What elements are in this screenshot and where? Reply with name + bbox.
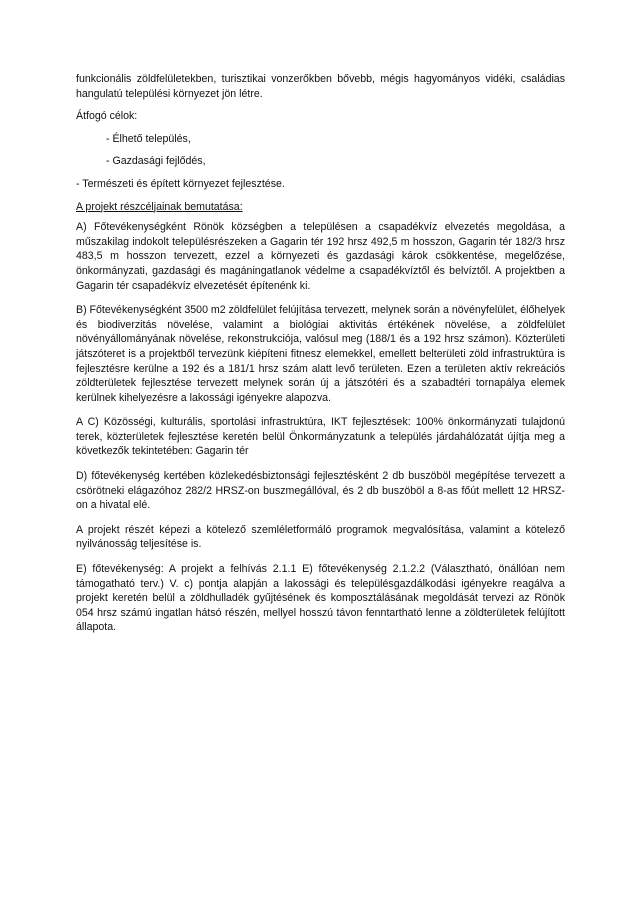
goals-label: Átfogó célok: xyxy=(76,110,138,123)
list-item: - Élhető település, xyxy=(106,132,191,145)
paragraph-a: A) Főtevékenységként Rönök községben a településen a csapadékvíz elvezetés megoldása, a műszakilag indokolt településrészeken a Gagarin tér 192 hrsz 492,5 m hosszon, Gagarin tér 182/3 hrsz 483,5 m hosszon tervezett, ezzel a környezeti és gazdasági károk csökkentése, megelőzése, önkormányzati, gazdasági és magáningatlanok védelme a csapadékvíztől és belvíztől. A projektben a Gagarin tér csapadékvíz elvezetését építenénk ki. xyxy=(76,221,565,292)
paragraph-d: D) főtevékenység kertében közlekedésbiztonsági fejlesztésként 2 db buszöböl megépítése tervezett a csörötneki elágazóhoz 282/2 HRSZ-on buszmegállóval, és 2 db buszöböl a 8-as főút mellett 12 HRSZ-on a hivatal elé. xyxy=(76,470,565,512)
goals-list xyxy=(76,132,565,169)
paragraph-awareness: A projekt részét képezi a kötelező szemléletformáló programok megvalósítása, valamint a kötelező nyilvánosság teljesítése is. xyxy=(76,523,565,551)
document-page xyxy=(76,72,565,645)
section-heading: A projekt részcéljainak bemutatása: xyxy=(76,200,243,213)
paragraph-c: A C) Közösségi, kulturális, sportolási infrastruktúra, IKT fejlesztések: 100% önkormányzati tulajdonú terek, közterületek fejlesztése keretén belül Önkormányzatunk a település járdahálózatát újítja meg a következők tekintetében: Gagarin tér xyxy=(76,416,565,458)
list-item: - Gazdasági fejlődés, xyxy=(106,155,206,168)
goal-environment: - Természeti és épített környezet fejlesztése. xyxy=(76,177,285,190)
paragraph-b: B) Főtevékenységként 3500 m2 zöldfelület felújítása tervezett, melynek során a növényfelület, élőhelyek és biodiverzitás növelése, valamint a biológiai aktivitás értékének növelése, a zöldfelület növényállományának növelése, rekonstrukciója, valósul meg (188/1 és a 192 hrsz számon). Közterületi játszóteret is a projektből tervezünk kiépíteni fitnesz elemekkel, emellett belterületi zöld infrastruktúra is fejlesztésre kerülne a 192 és a 181/1 hrsz szám alatt levő területen. Ezen a területen aktív rekreációs zöldterületek fejlesztése tervezett melynek során új a játszótéri és a szabadtéri tornapálya elemek kerülnek kihelyezésre a lakossági igényekre alapozva. xyxy=(76,304,565,404)
intro-paragraph: funkcionális zöldfelületekben, turisztikai vonzerőkben bővebb, mégis hagyományos vidéki, családias hangulatú települési környezet jön létre. xyxy=(76,73,565,100)
paragraph-e: E) főtevékenység: A projekt a felhívás 2.1.1 E) főtevékenység 2.1.2.2 (Választható, önállóan nem támogatható terv.) V. c) pontja alapján a lakossági és településgazdálkodási igényekre reagálva a projekt keretén belül a zöldhulladék gyűjtésének és komposztálásának megoldását tervezi az Rönök 054 hrsz számú ingatlan hátsó részén, mellyel hosszú távon fenntartható lenne a zöldterületek felújított állapota. xyxy=(76,563,565,634)
